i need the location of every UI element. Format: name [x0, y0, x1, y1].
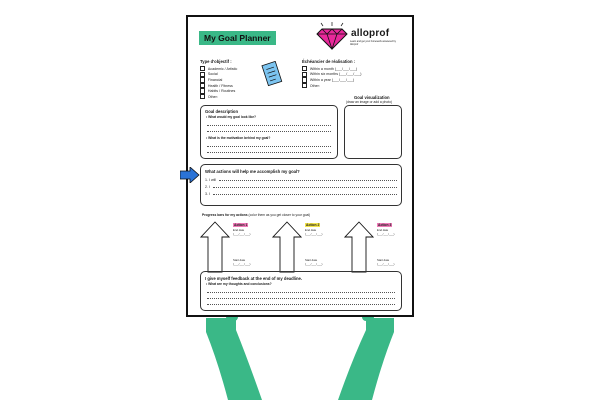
goal-type-checkbox[interactable]: Social — [200, 72, 237, 78]
action-1-label: Action 1 — [234, 223, 248, 227]
diamond-icon — [315, 22, 349, 50]
date-blank[interactable]: (___/___/___) — [377, 231, 395, 236]
deadline-options — [302, 66, 361, 88]
date-blank[interactable]: (___/___/___) — [305, 261, 323, 266]
feedback-heading: I give myself feedback at the end of my deadline. — [205, 276, 303, 281]
goal-planner-sheet — [186, 15, 414, 317]
progress-title: Progress bars for my actions — [202, 213, 248, 217]
goal-type-options — [200, 66, 237, 100]
goal-type-checkbox[interactable]: Academic / Artistic — [200, 66, 237, 72]
date-blank[interactable]: (___/___/___) — [305, 231, 323, 236]
start-date-label: Start date — [377, 258, 390, 262]
actions-box — [200, 164, 402, 206]
start-date-1 — [233, 259, 250, 266]
answer-line[interactable] — [207, 131, 331, 132]
date-blank[interactable]: (___/___/___) — [233, 261, 251, 266]
end-date-1 — [233, 229, 250, 236]
end-date-label: End date — [233, 228, 245, 232]
date-blank[interactable]: (___/___/___) — [377, 261, 395, 266]
start-date-3 — [377, 259, 394, 266]
deadline-checkbox[interactable]: Within six months (___/___/___) — [302, 72, 361, 78]
visualization-box[interactable] — [344, 105, 402, 159]
goal-description-box — [200, 105, 338, 159]
action-3-label: Action 3 — [378, 223, 392, 227]
goal-type-checkbox[interactable]: Habits / Routines — [200, 88, 237, 94]
answer-line[interactable] — [207, 152, 331, 153]
goal-type-heading: Type d'objectif : — [200, 59, 232, 64]
visualization-heading: Goal visualization — [354, 95, 390, 100]
notepad-icon — [260, 61, 284, 87]
arrow-pointer-icon — [180, 167, 200, 183]
date-blank[interactable]: (___/___/___) — [233, 231, 251, 236]
goal-description-heading: Goal description — [205, 109, 239, 114]
left-hand — [206, 318, 262, 400]
progress-arrow-1[interactable] — [200, 221, 230, 273]
answer-line[interactable] — [207, 146, 331, 147]
action-line-2[interactable] — [205, 182, 397, 189]
q1-text: What would my goal look like? — [208, 115, 257, 119]
deadline-checkbox[interactable]: Other: — [302, 83, 361, 89]
start-date-2 — [305, 259, 322, 266]
deadline-checkbox[interactable]: Within a year (___/___/___) — [302, 77, 361, 83]
end-date-2 — [305, 229, 322, 236]
visualization-sub: (draw an image or add a photo) — [346, 100, 393, 104]
goal-type-checkbox[interactable]: Health / Fitness — [200, 83, 237, 89]
start-date-label: Start date — [305, 258, 318, 262]
answer-line[interactable] — [207, 304, 395, 305]
answer-line[interactable] — [207, 125, 331, 126]
progress-arrow-3[interactable] — [344, 221, 374, 273]
goal-type-checkbox[interactable]: Other: — [200, 94, 237, 100]
brand-logo: alloprof — [351, 28, 390, 39]
answer-line[interactable] — [207, 292, 395, 293]
feedback-box — [200, 271, 402, 311]
action-label: 3. I — [205, 192, 210, 196]
end-date-label: End date — [305, 228, 317, 232]
action-line-3[interactable] — [205, 189, 397, 196]
brand-tagline: Learn and get your homework answered by Alloprof — [350, 40, 396, 47]
action-label: 1. I will — [205, 178, 216, 182]
goal-description-q2: • What is the motivation behind my goal? — [206, 136, 271, 140]
actions-heading: What actions will help me accomplish my goal? — [205, 169, 300, 174]
feedback-q-text: What are my thoughts and conclusions? — [208, 282, 272, 286]
goal-type-checkbox[interactable]: Financial — [200, 77, 237, 83]
q2-text: What is the motivation behind my goal? — [208, 136, 271, 140]
right-hand — [338, 318, 394, 400]
deadline-checkbox[interactable]: Within a month (___/___/___) — [302, 66, 361, 72]
action-label: 2. I — [205, 185, 210, 189]
action-2-label: Action 2 — [306, 223, 320, 227]
answer-line[interactable] — [207, 298, 395, 299]
action-line-1[interactable] — [205, 175, 397, 182]
progress-sub: (color them as you get closer to your goal) — [248, 213, 311, 217]
end-date-3 — [377, 229, 394, 236]
goal-description-q1: • What would my goal look like? — [206, 115, 257, 119]
deadline-heading: Échéancier de réalisation : — [302, 59, 356, 64]
start-date-label: Start date — [233, 258, 246, 262]
progress-arrow-2[interactable] — [272, 221, 302, 273]
page-title: My Goal Planner — [199, 31, 276, 45]
progress-heading — [202, 213, 310, 217]
feedback-question: • What are my thoughts and conclusions? — [206, 282, 272, 286]
end-date-label: End date — [377, 228, 389, 232]
